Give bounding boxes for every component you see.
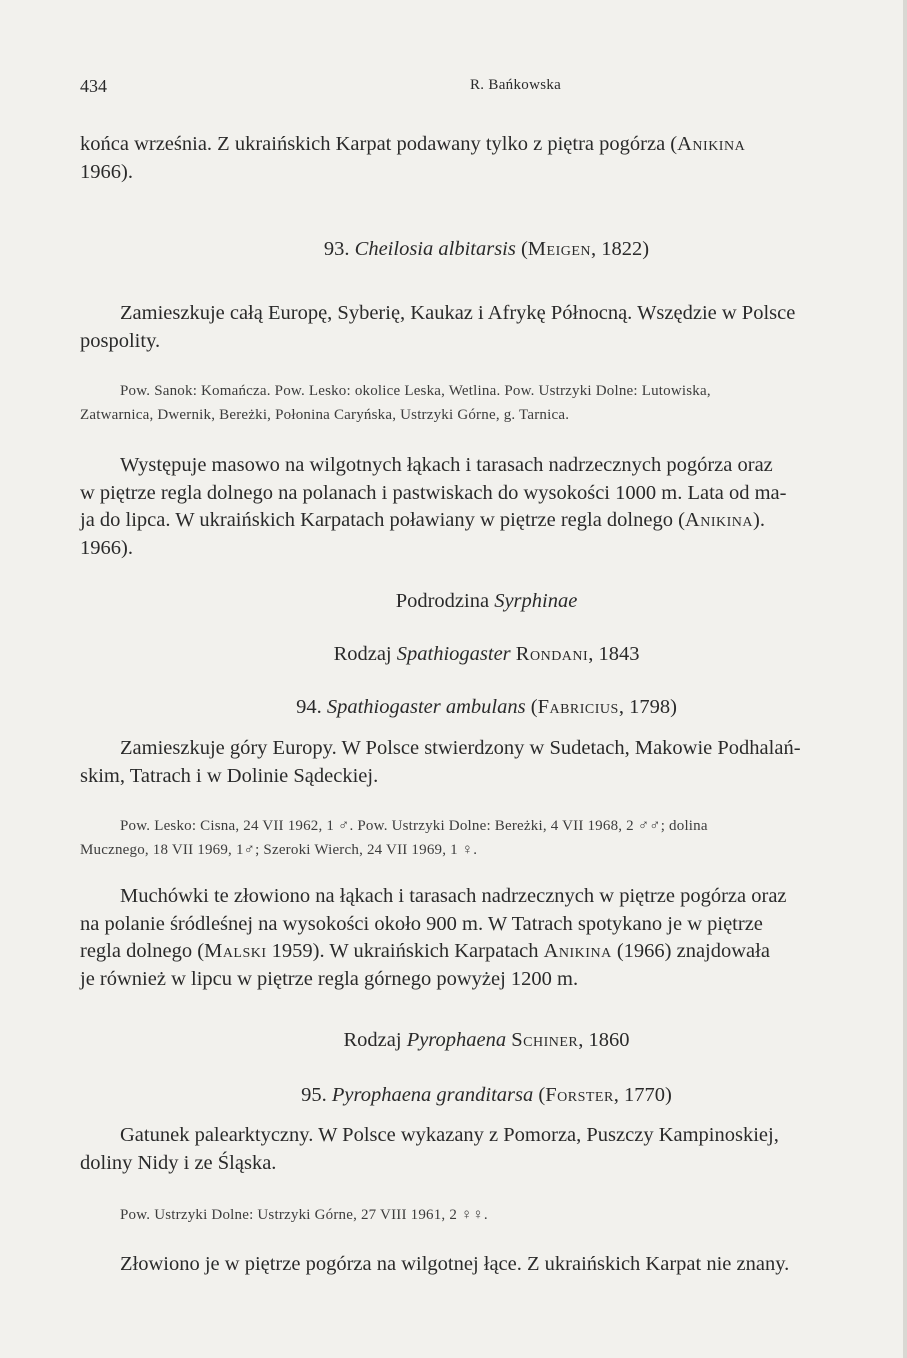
page-number: 434 (80, 76, 107, 96)
subfamily-heading (80, 588, 893, 615)
text: w piętrze regla dolnego na polanach i pastwiskach do wysokości 1000 m. Lata od ma- (80, 481, 787, 504)
paragraph-habitat-95 (80, 1251, 893, 1279)
page-edge (903, 0, 907, 1358)
species-author: Meigen (527, 238, 592, 260)
text: 1966). (80, 536, 133, 559)
text: skim, Tatrach i w Dolinie Sądeckiej. (80, 764, 379, 787)
text: je również w lipcu w piętrze regla górnego powyżej 1200 m. (80, 967, 579, 990)
species-number: 93. (323, 238, 355, 260)
genus-name: Pyrophaena (406, 1029, 507, 1051)
author-ref: Malski (204, 940, 267, 962)
text: Muchówki te złowiono na łąkach i tarasach nadrzecznych w piętrze pogórza oraz (120, 885, 787, 907)
subfamily-name: Syrphinae (494, 590, 578, 612)
species-heading-94 (80, 694, 893, 721)
locality-line: Mucznego, 18 VII 1969, 1♂; Szeroki Wierch, 24 VII 1969, 1 ♀. (80, 842, 478, 858)
genus-heading-spathiogaster (80, 641, 893, 668)
text: na polanie śródleśnej na wysokości około 900 m. W Tatrach spotykano je w piętrze (80, 912, 763, 935)
localities-95 (80, 1203, 893, 1227)
species-heading-93 (80, 236, 893, 263)
species-name: Spathiogaster ambulans (326, 696, 526, 718)
species-heading-95 (80, 1082, 893, 1109)
localities-94 (80, 814, 893, 862)
text: doliny Nidy i ze Śląska. (80, 1151, 277, 1174)
locality-line: Zatwarnica, Dwernik, Bereżki, Połonina Caryńska, Ustrzyki Górne, g. Tarnica. (80, 407, 570, 423)
text: Zamieszkuje góry Europy. W Polsce stwierdzony w Sudetach, Makowie Podhalań- (120, 737, 801, 759)
locality-line: Pow. Ustrzyki Dolne: Ustrzyki Górne, 27 VIII 1961, 2 ♀♀. (120, 1207, 488, 1223)
text: ja do lipca. W ukraińskich Karpatach poławiany w piętrze regla dolnego ( (80, 509, 685, 531)
text: końca września. Z ukraińskich Karpat podawany tylko z piętra pogórza ( (80, 133, 678, 155)
species-name: albitarsis (438, 238, 516, 260)
text: ). (753, 509, 765, 531)
text: Złowiono je w piętrze pogórza na wilgotnej łące. Z ukraińskich Karpat nie znany. (120, 1253, 790, 1275)
subfamily-label: Podrodzina (395, 590, 495, 612)
text: 1966). (80, 160, 133, 183)
locality-line: Pow. Sanok: Komańcza. Pow. Lesko: okolice Leska, Wetlina. Pow. Ustrzyki Dolne: Lutowiska, (120, 383, 711, 399)
species-name: Pyrophaena granditarsa (331, 1084, 534, 1106)
localities-93 (80, 379, 893, 427)
species-year: , 1822) (591, 238, 650, 260)
genus-year: , 1843 (588, 643, 640, 665)
genus-author: Schiner (511, 1029, 579, 1051)
species-author: Forster (545, 1084, 614, 1106)
species-author: Fabricius (537, 696, 619, 718)
paren: ( (525, 696, 538, 718)
paragraph-range-95 (80, 1122, 893, 1177)
species-number: 94. (296, 696, 327, 718)
text: Występuje masowo na wilgotnych łąkach i tarasach nadrzecznych pogórza oraz (120, 454, 773, 476)
genus-label: Rodzaj (343, 1029, 407, 1051)
text: Zamieszkuje całą Europę, Syberię, Kaukaz i Afrykę Północną. Wszędzie w Polsce (120, 302, 796, 324)
genus-author: Rondani (515, 643, 589, 665)
genus-heading-pyrophaena (80, 1027, 893, 1054)
author-ref: Anikina (543, 940, 612, 962)
genus-name: Cheilosia (354, 238, 434, 260)
running-header (80, 76, 840, 100)
species-number: 95. (301, 1084, 332, 1106)
running-author: R. Bańkowska (470, 77, 562, 93)
species-year: , 1798) (618, 696, 677, 718)
text: regla dolnego ( (80, 940, 205, 962)
species-year: , 1770) (613, 1084, 672, 1106)
author-ref: Anikina (677, 133, 746, 155)
text: Gatunek palearktyczny. W Polsce wykazany z Pomorza, Puszczy Kampinoskiej, (120, 1124, 779, 1146)
paragraph-habitat-93 (80, 452, 893, 562)
paragraph-range-94 (80, 735, 893, 790)
genus-year: , 1860 (578, 1029, 630, 1051)
paragraph-range-93 (80, 300, 893, 355)
paragraph-habitat-94 (80, 883, 893, 993)
locality-line: Pow. Lesko: Cisna, 24 VII 1962, 1 ♂. Pow. Ustrzyki Dolne: Bereżki, 4 VII 1968, 2 ♂♂; dolina (120, 818, 708, 834)
author-ref: Anikina (684, 509, 753, 531)
text: 1959). W ukraińskich Karpatach (266, 940, 544, 962)
genus-label: Rodzaj (333, 643, 397, 665)
text: (1966) znajdowała (611, 940, 770, 962)
paren: ( (520, 238, 528, 260)
paragraph-intro (80, 131, 893, 186)
text: pospolity. (80, 329, 161, 352)
paren: ( (533, 1084, 546, 1106)
genus-name: Spathiogaster (396, 643, 511, 665)
